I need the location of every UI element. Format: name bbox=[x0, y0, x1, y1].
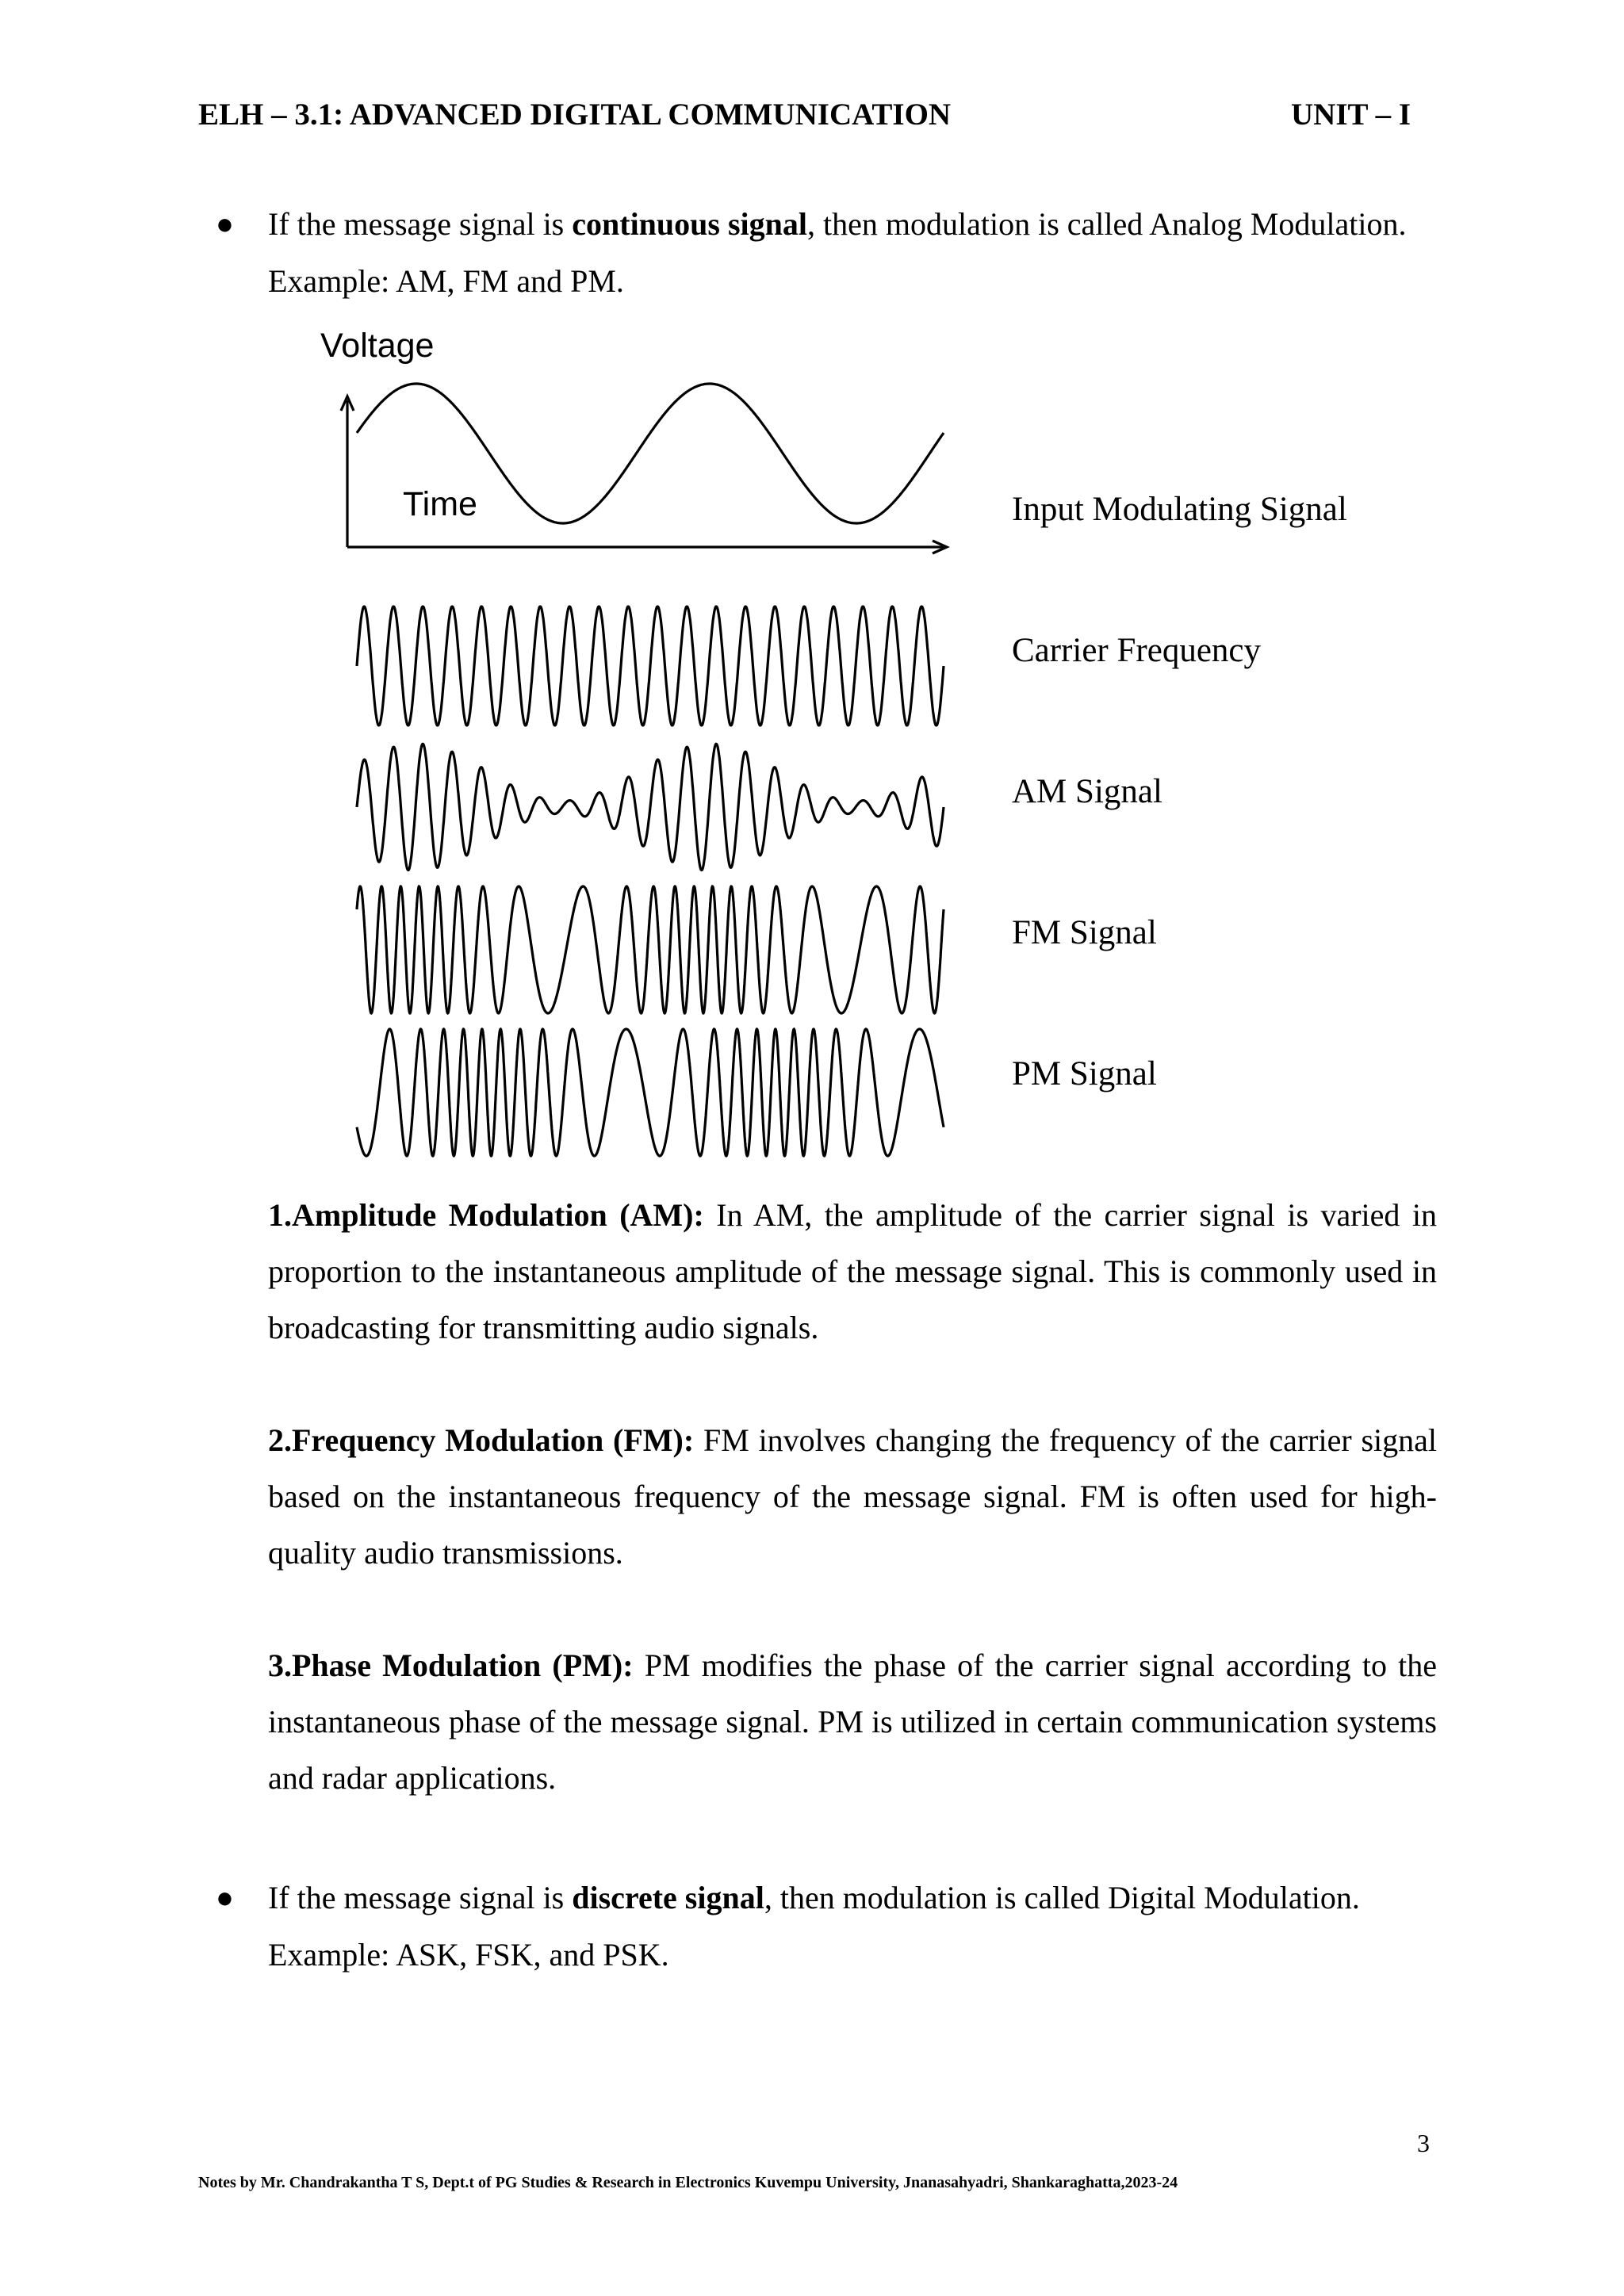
page-header bbox=[198, 97, 1427, 132]
bold-term: continuous signal bbox=[572, 206, 808, 242]
am-wave bbox=[357, 744, 944, 870]
bullet-marker: ● bbox=[216, 208, 234, 241]
section-am: 1.Amplitude Modulation (AM): In AM, the amplitude of the carrier signal is varied in proportion to the instantaneous amplitude of the message signal. This is commonly used in broadcasting for transmitting audio signals. bbox=[268, 1197, 1437, 1345]
carrier-wave bbox=[357, 607, 944, 725]
example-line: Example: AM, FM and PM. bbox=[268, 263, 624, 299]
course-title: ELH – 3.1: ADVANCED DIGITAL COMMUNICATION bbox=[198, 98, 952, 132]
bullet-text: If the message signal is continuous signal, then modulation is called Analog Modulation. Example: AM, FM and PM. bbox=[268, 206, 1407, 299]
page-footer: Notes by Mr. Chandrakantha T S, Dept.t of PG Studies & Research in Electronics Kuvempu University, Jnanasahyadri, Shankaraghatta,2023-24 bbox=[198, 2174, 1178, 2191]
pm-wave bbox=[357, 1029, 944, 1156]
bullet-marker: ● bbox=[216, 1881, 234, 1915]
waveform-diagram bbox=[309, 317, 1435, 1189]
section-heading: 1.Amplitude Modulation (AM): bbox=[268, 1197, 704, 1233]
section-heading: 3.Phase Modulation (PM): bbox=[268, 1647, 634, 1683]
fm-wave bbox=[357, 886, 944, 1013]
section-fm: 2.Frequency Modulation (FM): FM involves changing the frequency of the carrier signal based on the instantaneous frequency of the message signal. FM is often used for high-quality audio transmissions. bbox=[268, 1422, 1437, 1571]
voltage-axis-label: Voltage bbox=[320, 327, 435, 365]
carrier-label: Carrier Frequency bbox=[1012, 632, 1261, 669]
section-heading: 2.Frequency Modulation (FM): bbox=[268, 1422, 695, 1458]
modulation-figure bbox=[309, 317, 1435, 1189]
fm-label: FM Signal bbox=[1012, 914, 1157, 951]
input-signal-label: Input Modulating Signal bbox=[1012, 491, 1347, 528]
page-number: 3 bbox=[1417, 2129, 1430, 2157]
time-axis-label: Time bbox=[403, 485, 477, 523]
example-line: Example: ASK, FSK, and PSK. bbox=[268, 1937, 669, 1973]
section-pm: 3.Phase Modulation (PM): PM modifies the phase of the carrier signal according to the instantaneous phase of the message signal. PM is utilized in certain communication systems and radar applications. bbox=[268, 1647, 1437, 1796]
am-label: AM Signal bbox=[1012, 773, 1162, 810]
bullet-text: If the message signal is discrete signal, then modulation is called Digital Modulation. Example: ASK, FSK, and PSK. bbox=[268, 1880, 1360, 1973]
unit-label: UNIT – I bbox=[1291, 98, 1411, 132]
bold-term: discrete signal bbox=[572, 1880, 764, 1915]
pm-label: PM Signal bbox=[1012, 1055, 1157, 1093]
